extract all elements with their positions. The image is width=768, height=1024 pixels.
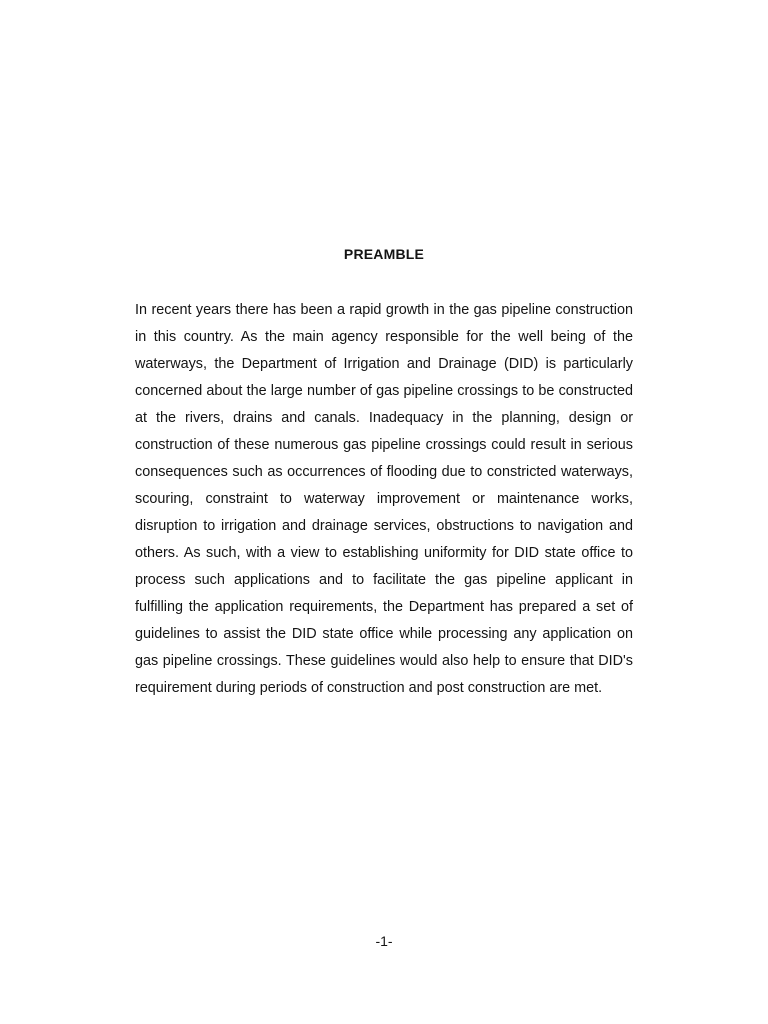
page-title: PREAMBLE <box>343 246 425 262</box>
preamble-paragraph: In recent years there has been a rapid growth in the gas pipeline construction in this country. As the main agency responsible for the well being of the waterways, the Department of Irrigation and Drainage (DID) is particularly concerned about the large number of gas pipeline crossings to be constructed at the rivers, drains and canals. Inadequacy in the planning, design or construction of these numerous gas pipeline crossings could result in serious consequences such as occurrences of flooding due to constricted waterways, scouring, constraint to waterway improvement or maintenance works, disruption to irrigation and drainage services, obstructions to navigation and others. As such, with a view to establishing uniformity for DID state office to process such applications and to facilitate the gas pipeline applicant in fulfilling the application requirements, the Department has prepared a set of guidelines to assist the DID state office while processing any application on gas pipeline crossings. These guidelines would also help to ensure that DID's requirement during periods of construction and post construction are met. <box>135 302 633 696</box>
page-number: -1- <box>375 933 393 949</box>
